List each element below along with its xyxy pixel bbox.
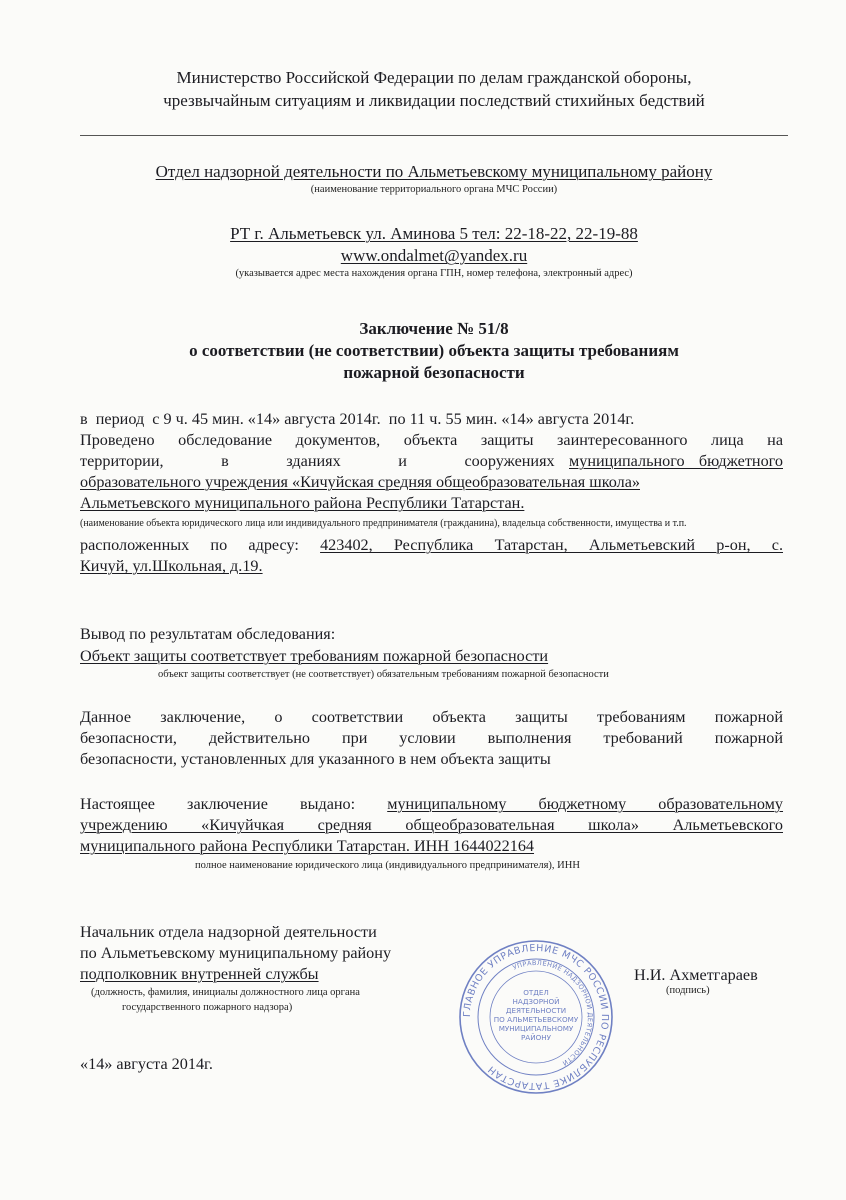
issued-line-3-text: муниципального района Республики Татарстан. ИНН 1644022164 bbox=[80, 837, 535, 855]
department-email bbox=[80, 245, 788, 266]
signature-caption: (подпись) bbox=[666, 985, 710, 996]
title-line-2: о соответствии (не соответствии) объекта защиты требованиям bbox=[189, 341, 679, 360]
header-divider bbox=[80, 135, 788, 136]
inspection-line-2 bbox=[80, 451, 783, 472]
validity-line-3: безопасности, установленных для указанного в нем объекта защиты bbox=[80, 750, 551, 768]
signatory-caption-2: государственного пожарного надзора) bbox=[122, 1002, 293, 1013]
ministry-line-1: Министерство Российской Федерации по делам гражданской обороны, bbox=[176, 68, 692, 87]
signatory-name: Н.И. Ахметгараев bbox=[634, 966, 758, 984]
issued-line-1 bbox=[80, 794, 783, 815]
title-line-3: пожарной безопасности bbox=[343, 363, 525, 382]
stamp-center-line-6: РАЙОНУ bbox=[520, 1033, 552, 1042]
object-name-line-2: Альметьевского муниципального района Республики Татарстан. bbox=[80, 494, 525, 512]
conclusion-result-text: Объект защиты соответствует требованиям пожарной безопасности bbox=[80, 647, 549, 665]
signatory-caption-1: (должность, фамилия, инициалы должностного лица органа bbox=[91, 987, 360, 998]
inspection-line-2-plain: территории, в зданиях и сооружениях bbox=[80, 452, 555, 470]
stamp-center-line-5: МУНИЦИПАЛЬНОМУ bbox=[498, 1024, 574, 1033]
stamp-center-line-4: ПО АЛЬМЕТЬЕВСКОМУ bbox=[493, 1015, 579, 1024]
inspection-line-2-underlined: муниципального бюджетного bbox=[569, 452, 783, 470]
validity-block bbox=[80, 707, 783, 770]
object-caption: (наименование объекта юридического лица или индивидуального предпринимателя (гражданина), владельца собственности, имущества и т.п. bbox=[80, 518, 687, 529]
validity-line-2: безопасности, действительно при условии выполнения требований пожарной bbox=[80, 729, 783, 747]
department-name: Отдел надзорной деятельности по Альметьевскому муниципальному району bbox=[155, 162, 713, 181]
signatory-rank-text: подполковник внутренней службы bbox=[80, 965, 319, 983]
address-text: РТ г. Альметьевск ул. Аминова 5 тел: 22-18-22, 22-19-88 bbox=[230, 224, 638, 243]
object-address-line-1 bbox=[80, 535, 783, 556]
address-label: расположенных по адресу: bbox=[80, 536, 299, 554]
object-address-line-2 bbox=[80, 556, 783, 577]
issued-line-1-underlined: муниципальному бюджетному образовательному bbox=[387, 795, 784, 813]
signatory-block bbox=[80, 922, 391, 985]
issued-label: Настоящее заключение выдано: bbox=[80, 795, 356, 813]
validity-line-1: Данное заключение, о соответствии объекта защиты требованиям пожарной bbox=[80, 708, 783, 726]
inspection-line-1: Проведено обследование документов, объекта защиты заинтересованного лица на bbox=[80, 431, 783, 449]
inspection-line-4 bbox=[80, 493, 783, 514]
stamp-ring-text: ГЛАВНОЕ УПРАВЛЕНИЕ МЧС РОССИИ ПО РЕСПУБЛИКЕ ТАТАРСТАН bbox=[461, 942, 611, 1092]
official-stamp bbox=[456, 937, 616, 1097]
signatory-rank bbox=[80, 964, 391, 985]
issued-line-2 bbox=[80, 815, 783, 836]
object-name-line-1: образовательного учреждения «Кичуйская средняя общеобразовательная школа» bbox=[80, 473, 640, 491]
conclusion-label: Вывод по результатам обследования: bbox=[80, 625, 336, 643]
document-title bbox=[80, 318, 788, 384]
issued-block bbox=[80, 794, 783, 857]
issued-line-3 bbox=[80, 836, 783, 857]
department-block bbox=[80, 161, 788, 182]
stamp-center-line-2: НАДЗОРНОЙ bbox=[512, 997, 560, 1006]
stamp-center-line-3: ДЕЯТЕЛЬНОСТИ bbox=[505, 1006, 567, 1015]
ministry-header bbox=[80, 66, 788, 112]
address-value-1: 423402, Республика Татарстан, Альметьевский р-он, с. bbox=[320, 536, 783, 554]
address-caption: (указывается адрес места нахождения органа ГПН, номер телефона, электронный адрес) bbox=[235, 268, 633, 279]
department-caption: (наименование территориального органа МЧС России) bbox=[310, 184, 558, 195]
object-address bbox=[80, 535, 783, 577]
inspection-line-3 bbox=[80, 472, 783, 493]
document-date: «14» августа 2014г. bbox=[80, 1055, 213, 1073]
conclusion-result bbox=[80, 646, 548, 667]
issued-caption: полное наименование юридического лица (индивидуального предпринимателя), ИНН bbox=[195, 860, 580, 871]
conclusion-caption: объект защиты соответствует (не соответствует) обязательным требованиям пожарной безопасности bbox=[158, 669, 609, 680]
department-address bbox=[80, 223, 788, 244]
inspection-period: в период с 9 ч. 45 мин. «14» августа 2014г. по 11 ч. 55 мин. «14» августа 2014г. bbox=[80, 410, 635, 428]
email-text: www.ondalmet@yandex.ru bbox=[340, 246, 528, 265]
signatory-line-1: Начальник отдела надзорной деятельности bbox=[80, 923, 377, 941]
inspection-block bbox=[80, 409, 783, 514]
stamp-center-line-1: ОТДЕЛ bbox=[523, 988, 549, 997]
ministry-line-2: чрезвычайным ситуациям и ликвидации последствий стихийных бедствий bbox=[163, 91, 705, 110]
issued-line-2-text: учреждению «Кичуйчкая средняя общеобразовательная школа» Альметьевского bbox=[80, 816, 783, 834]
signatory-line-2: по Альметьевскому муниципальному району bbox=[80, 944, 392, 962]
address-value-2: Кичуй, ул.Школьная, д.19. bbox=[80, 557, 263, 575]
title-line-1: Заключение № 51/8 bbox=[359, 319, 509, 338]
stamp-inner-ring-text: УПРАВЛЕНИЕ НАДЗОРНОЙ ДЕЯТЕЛЬНОСТИ bbox=[511, 958, 595, 1068]
